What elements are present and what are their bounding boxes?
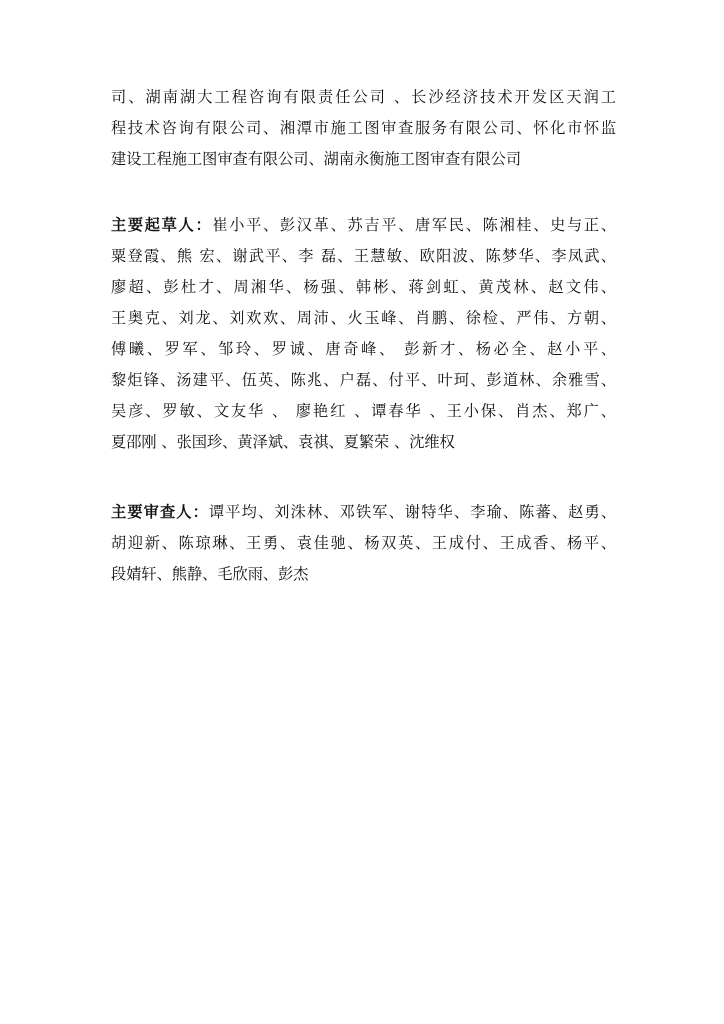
main-reviewers-paragraph xyxy=(111,497,616,590)
participating-units-paragraph xyxy=(111,82,616,175)
reviewers-line-1 xyxy=(111,497,616,528)
drafters-line-5: 傅曦、罗军、邹玲、罗诚、唐奇峰、 彭新才、杨必全、赵小平、 xyxy=(111,340,616,358)
reviewers-names-1: 谭平均、刘洙林、邓铁军、谢特华、李瑜、陈蕃、赵勇、 xyxy=(208,503,616,521)
main-drafters-label: 主要起草人： xyxy=(111,216,213,234)
reviewers-line-3: 段婧轩、熊静、毛欣雨、彭杰 xyxy=(111,565,309,583)
drafters-line-2: 粟登霞、熊 宏、谢武平、李 磊、王慧敏、欧阳波、陈梦华、李凤武、 xyxy=(111,247,616,265)
reviewers-line-2: 胡迎新、陈琼琳、王勇、袁佳驰、杨双英、王成付、王成香、杨平、 xyxy=(111,534,616,552)
units-line-2: 程技术咨询有限公司、湘潭市施工图审查服务有限公司、怀化市怀监 xyxy=(111,119,616,137)
drafters-line-3: 廖超、彭杜才、周湘华、杨强、韩彬、蒋剑虹、黄茂林、赵文伟、 xyxy=(111,278,616,296)
drafters-line-6: 黎炬锋、汤建平、伍英、陈兆、户磊、付平、叶珂、彭道林、余雅雪、 xyxy=(111,371,616,389)
drafters-line-4: 王奥克、刘龙、刘欢欢、周沛、火玉峰、肖鹏、徐检、严伟、方朝、 xyxy=(111,309,616,327)
units-line-1: 司、湖南湖大工程咨询有限责任公司 、长沙经济技术开发区天润工 xyxy=(111,88,616,106)
drafters-line-7: 吴彦、罗敏、文友华 、 廖艳红 、谭春华 、王小保、肖杰、郑广、 xyxy=(111,402,616,420)
main-drafters-paragraph xyxy=(111,210,616,458)
main-reviewers-label: 主要审查人： xyxy=(111,503,209,521)
units-line-3: 建设工程施工图审查有限公司、湖南永衡施工图审查有限公司 xyxy=(111,150,522,168)
drafters-line-1 xyxy=(111,210,616,241)
drafters-line-8: 夏邵刚 、张国珍、黄泽斌、袁祺、夏繁荣 、沈维权 xyxy=(111,433,455,451)
drafters-names-1: 崔小平、彭汉革、苏吉平、唐军民、陈湘桂、史与正、 xyxy=(212,216,616,234)
